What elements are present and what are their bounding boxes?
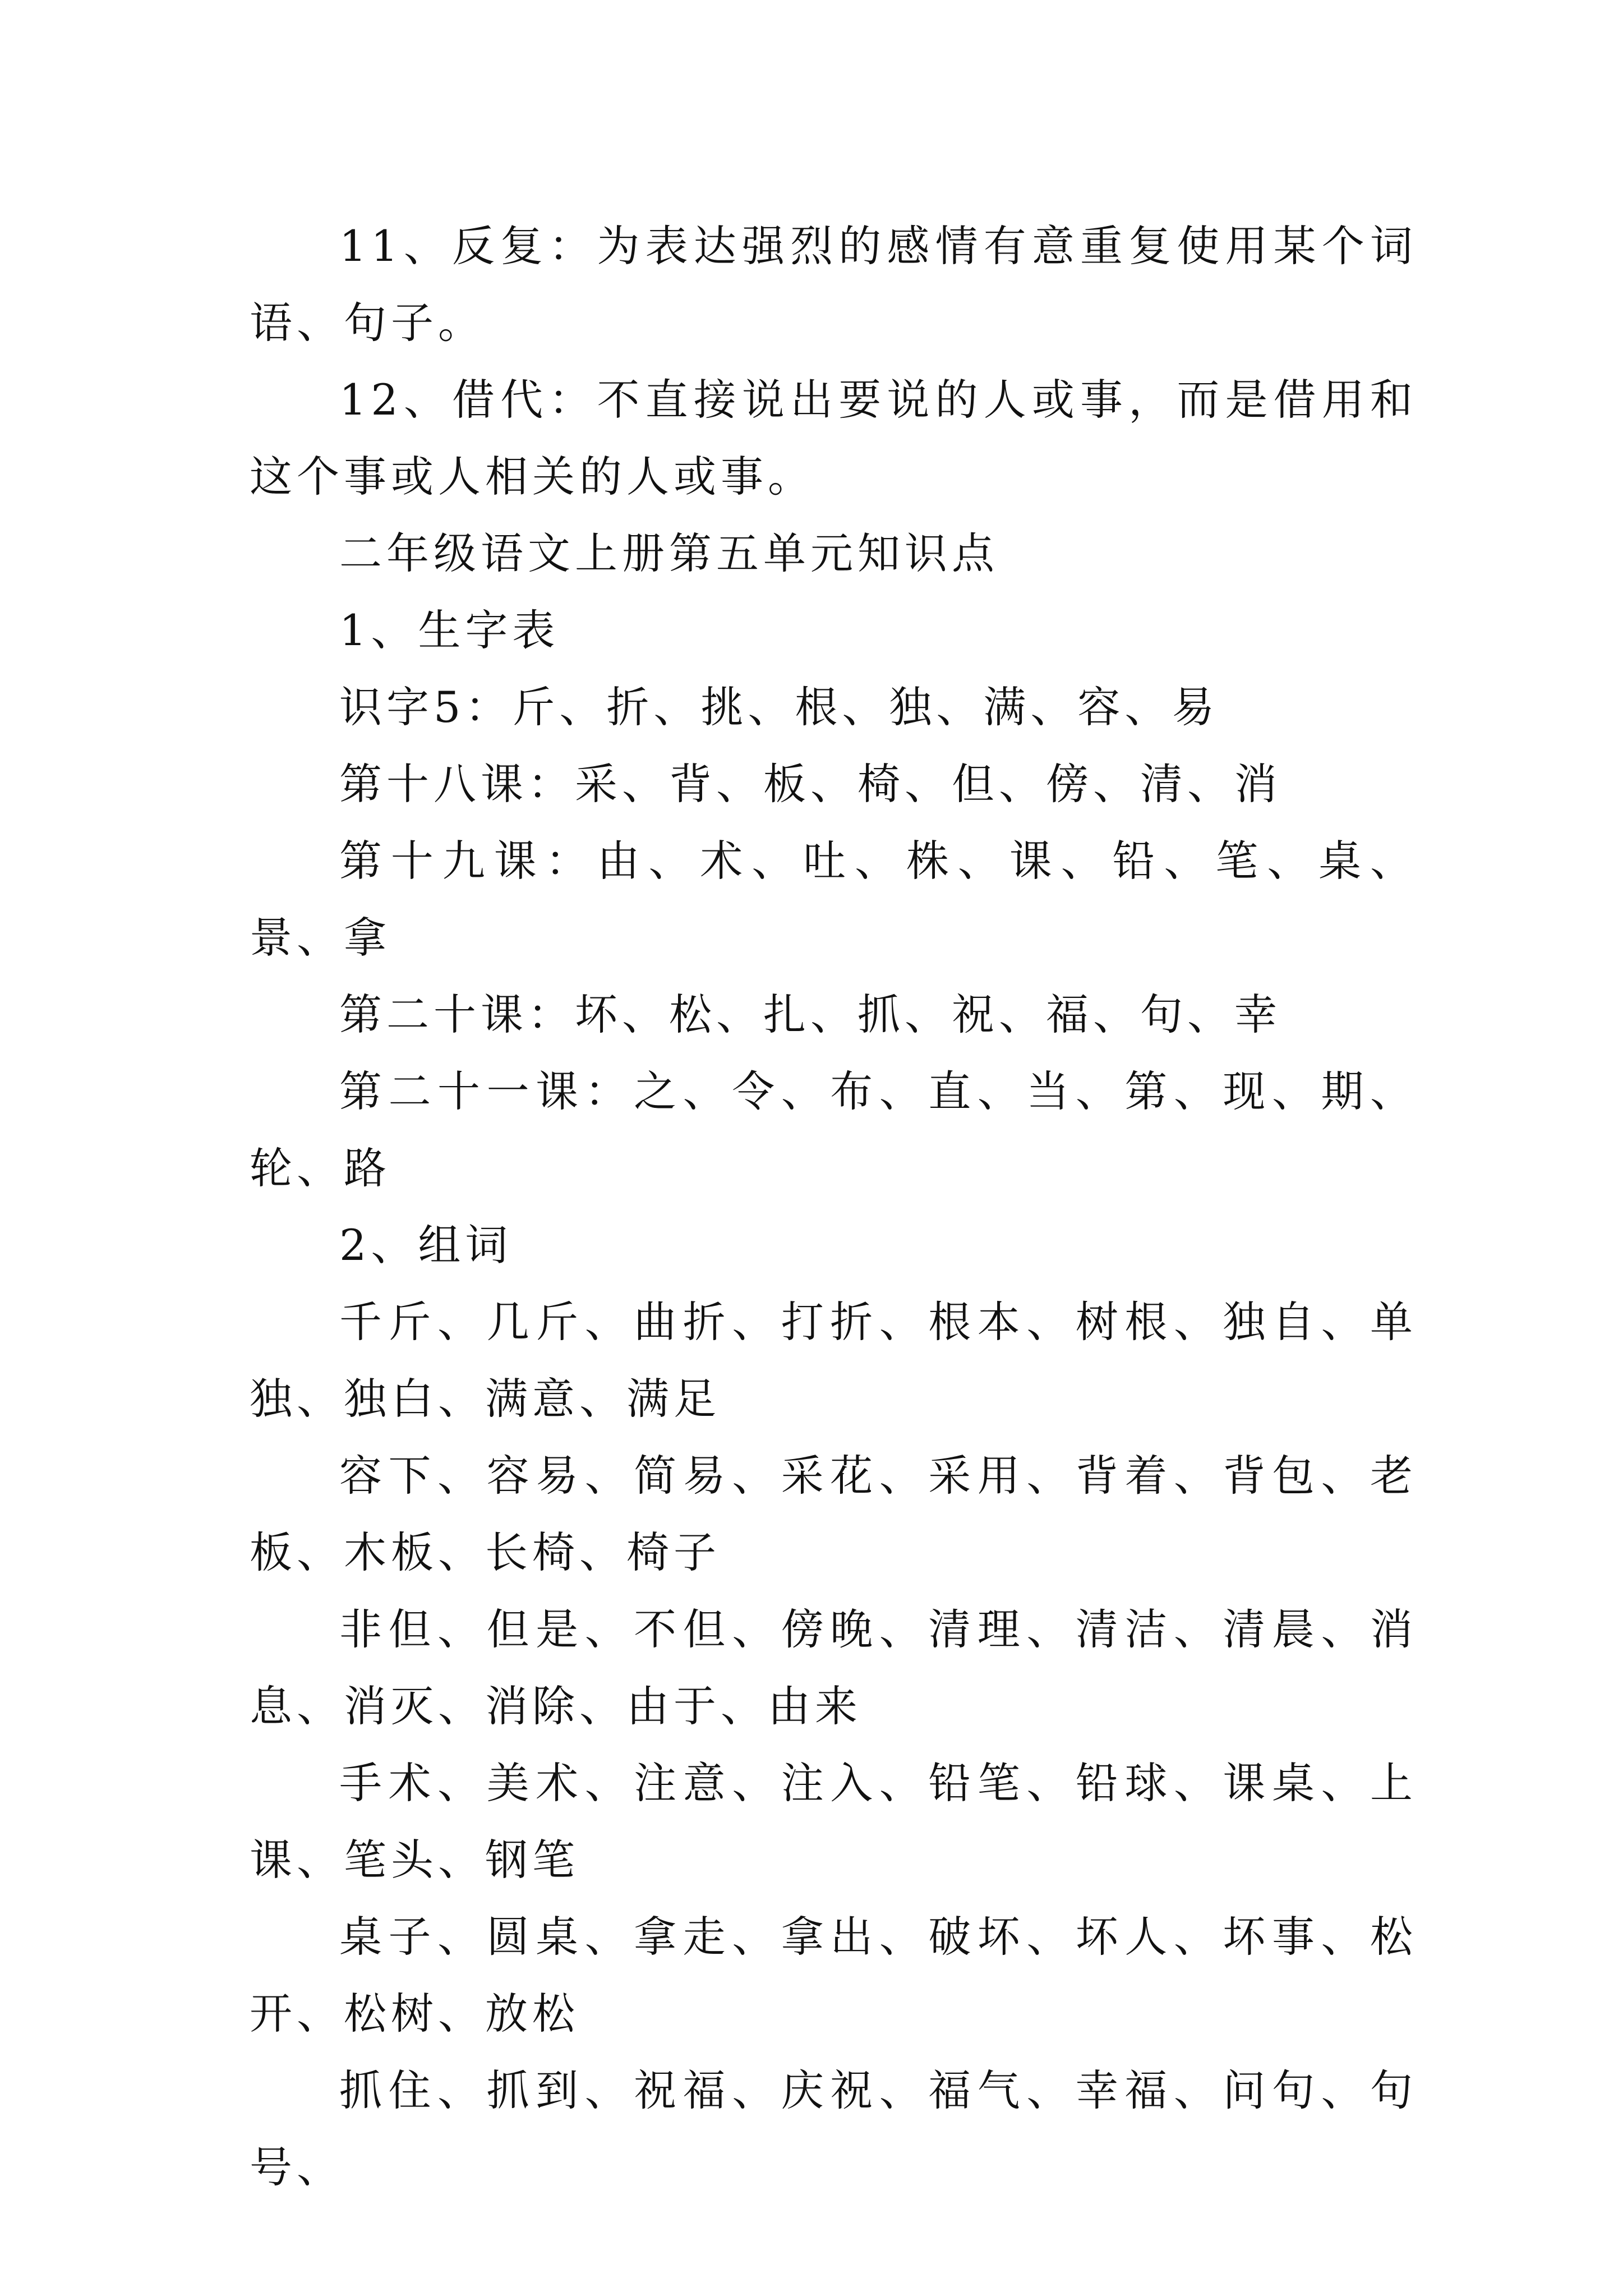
word-list-5: 桌子、圆桌、拿走、拿出、破坏、坏人、坏事、松开、松树、放松 (250, 1912, 1417, 2039)
word-list-4: 手术、美术、注意、注入、铅笔、铅球、课桌、上课、笔头、钢笔 (250, 1758, 1417, 1885)
subheading-word-building: 2、组词 (339, 1220, 513, 1270)
paragraph-repetition: 11、反复：为表达强烈的感情有意重复使用某个词语、句子。 (250, 221, 1417, 348)
characters-lesson-19: 第十九课：由、术、吐、株、课、铅、笔、桌、景、拿 (250, 836, 1417, 963)
word-list-3: 非但、但是、不但、傍晚、清理、清洁、清晨、消息、消灭、消除、由于、由来 (250, 1604, 1417, 1731)
section-heading: 二年级语文上册第五单元知识点 (339, 528, 999, 578)
characters-lesson-18: 第十八课：采、背、板、椅、但、傍、清、消 (339, 759, 1281, 809)
characters-lesson-20: 第二十课：坏、松、扎、抓、祝、福、句、幸 (339, 990, 1281, 1039)
characters-lesson-21: 第二十一课：之、令、布、直、当、第、现、期、轮、路 (250, 1066, 1417, 1193)
word-list-1: 千斤、几斤、曲折、打折、根本、树根、独自、单独、独白、满意、满足 (250, 1297, 1417, 1424)
word-list-6: 抓住、抓到、祝福、庆祝、福气、幸福、问句、句号、 (250, 2065, 1417, 2192)
paragraph-metonymy: 12、借代：不直接说出要说的人或事，而是借用和这个事或人相关的人或事。 (250, 375, 1417, 501)
word-list-2: 容下、容易、简易、采花、采用、背着、背包、老板、木板、长椅、椅子 (250, 1451, 1417, 1577)
characters-literacy-5: 识字5：斤、折、挑、根、独、满、容、易 (339, 682, 1219, 732)
subheading-character-table: 1、生字表 (339, 605, 560, 655)
document-body (250, 208, 1417, 2206)
